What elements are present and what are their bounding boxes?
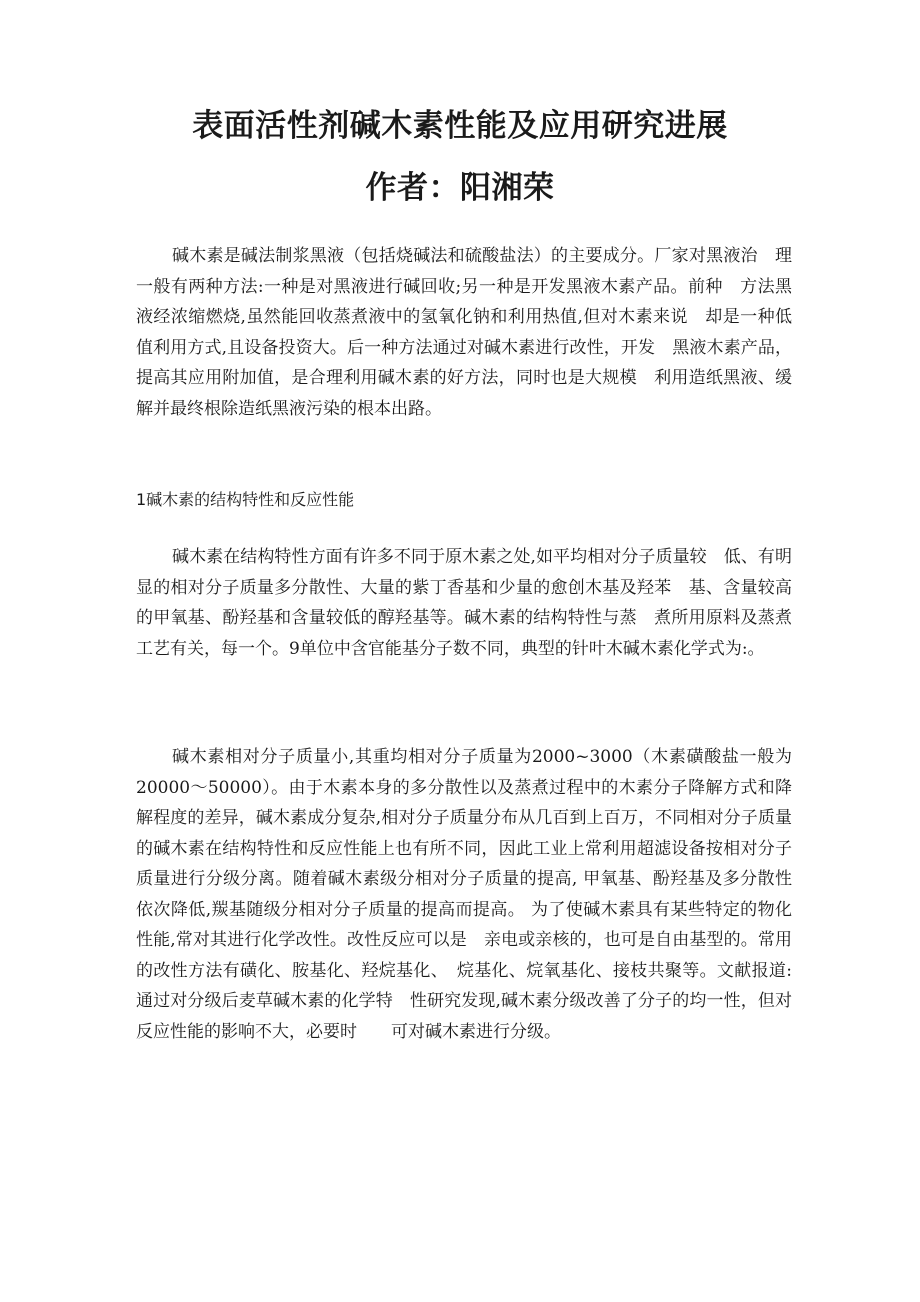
author-line: 作者：阳湘荣 bbox=[365, 170, 555, 206]
paragraph-molecular-weight: 碱木素相对分子质量小,其重均相对分子质量为2000~3000（木素磺酸盐一般为20000〜50000）。由于木素本身的多分散性以及蒸煮过程中的木素分子降解方式和降解程度的差异，碱木素成分复杂,相对分子质量分布从几百到上百万，不同相对分子质量的碱木素在结构特性和反应性能上也有所不同，因此工业上常利用超滤设备按相对分子质量进行分级分离。随着碱木素级分相对分子质量的提高, 甲氧基、酚羟基及多分散性依次降低,羰基随级分相对分子质量的提高而提高。 为了使碱木素具有某些特定的物化性能,常对其进行化学改性。改性反应可以是 亲电或亲核的，也可是自由基型的。常用的改性方法有磺化、胺基化、羟烷基化、 烷基化、烷氧基化、接枝共聚等。文献报道:通过对分级后麦草碱木素的化学特 性研究发现,碱木素分级改善了分子的均一性，但对反应性能的影响不大，必要时 可对碱木素进行分级。 bbox=[136, 747, 792, 1042]
section-heading: 1碱木素的结构特性和反应性能 bbox=[136, 490, 355, 509]
paragraph-intro: 碱木素是碱法制浆黑液（包括烧碱法和硫酸盐法）的主要成分。厂家对黑液治 理一般有两种方法:一种是对黑液进行碱回收;另一种是开发黑液木素产品。前种 方法黑液经浓缩燃烧,虽然能回收蒸煮液中的氢氧化钠和利用热值,但对木素来说 却是一种低值利用方式,且设备投资大。后一种方法通过对碱木素进行改性，开发 黑液木素产品，提高其应用附加值，是合理利用碱木素的好方法，同时也是大规模 利用造纸黑液、缓解并最终根除造纸黑液污染的根本出路。 bbox=[136, 246, 792, 419]
paragraph-structure: 碱木素在结构特性方面有许多不同于原木素之处,如平均相对分子质量较 低、有明显的相对分子质量多分散性、大量的紫丁香基和少量的愈创木基及羟苯 基、含量较高的甲氧基、酚羟基和含量较低的醇羟基等。碱木素的结构特性与蒸 煮所用原料及蒸煮工艺有关，每一个。9单位中含官能基分子数不同，典型的针叶木碱木素化学式为:。 bbox=[136, 547, 792, 659]
document-title: 表面活性剂碱木素性能及应用研究进展 bbox=[192, 108, 728, 144]
